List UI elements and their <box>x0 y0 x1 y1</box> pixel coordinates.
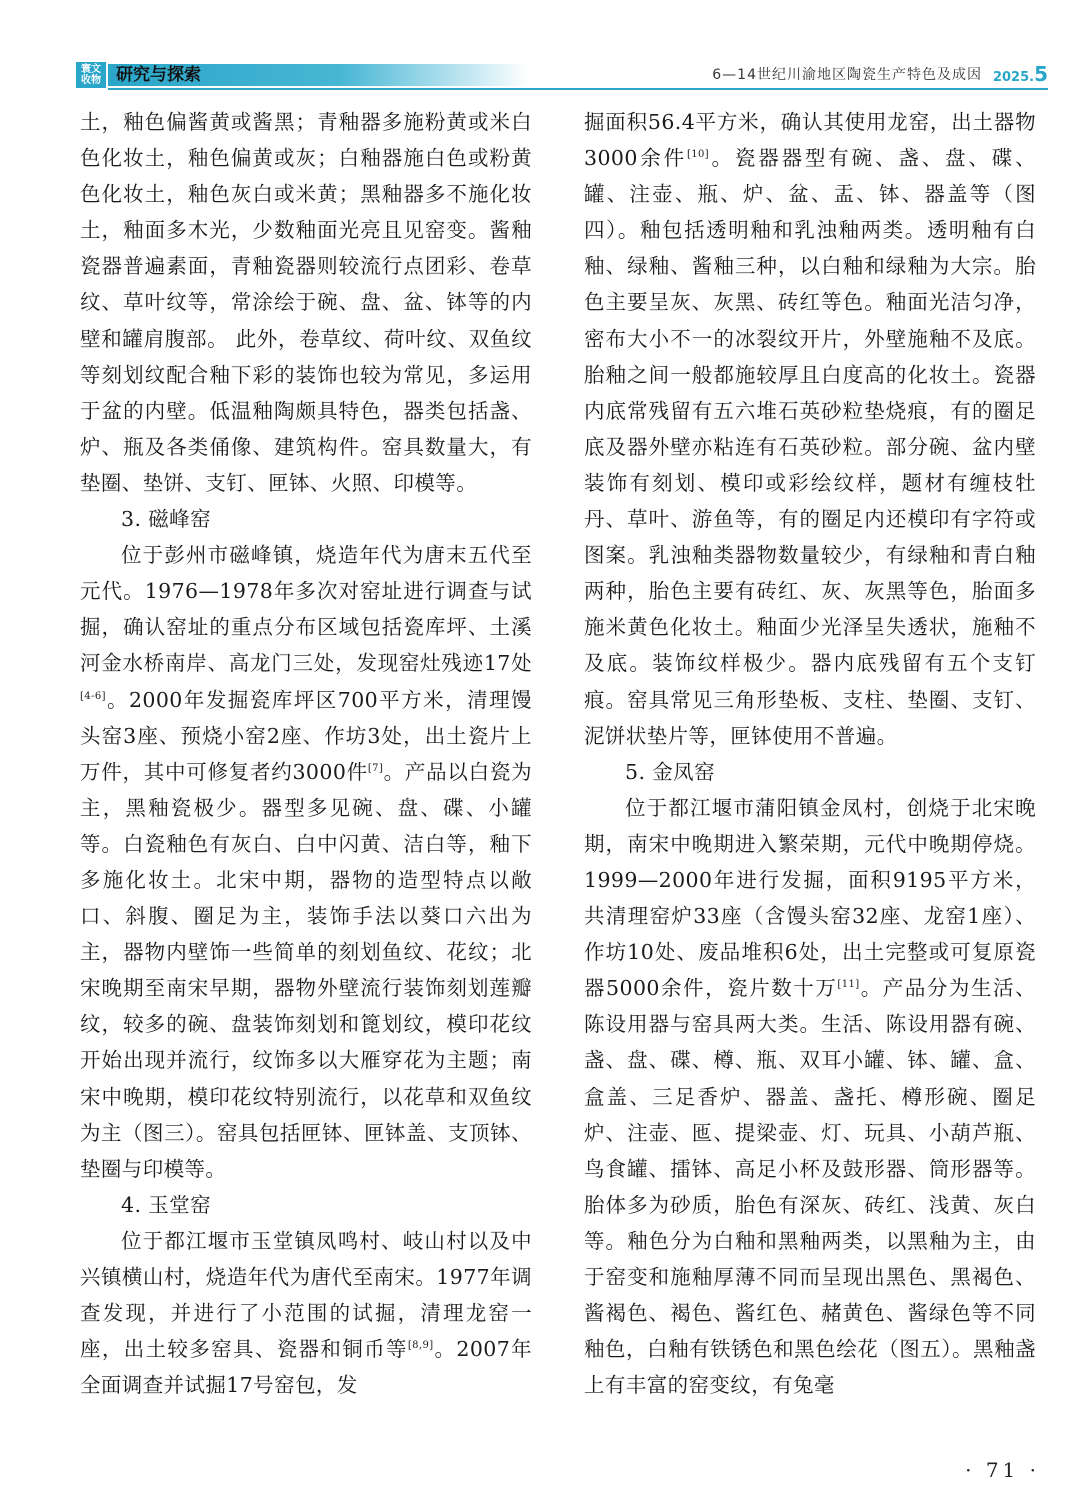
text-run: 。产品以白瓷为主，黑釉瓷极少。器型多见碗、盘、碟、小罐等。白瓷釉色有灰白、白中闪黄、洁白等，釉下多施化妆土。北宋中期，器物的造型特点以敞口、斜腹、圈足为主，装饰手法以葵口六出为主，器物内壁饰一些简单的刻划鱼纹、花纹；北宋晚期至南宋早期，器物外壁流行装饰刻划莲瓣纹，较多的碗、盘装饰刻划和篦划纹，模印花纹开始出现并流行，纹饰多以大雁穿花为主题；南宋中晚期，模印花纹特别流行，以花草和双鱼纹为主（图三）。窑具包括匣钵、匣钵盖、支顶钵、垫圈与印模等。 <box>80 759 532 1181</box>
issue-no: 5 <box>1034 62 1048 86</box>
logo-line-2: 收物 <box>81 75 101 86</box>
citation-ref[interactable]: [4-6] <box>80 690 106 702</box>
running-title: 6—14世纪川渝地区陶瓷生产特色及成因 <box>712 67 982 83</box>
logo-line-1: 寰文 <box>81 64 101 75</box>
citation-ref[interactable]: [10] <box>686 149 710 161</box>
text-run: 。瓷器器型有碗、盏、盘、碟、罐、注壶、瓶、炉、盆、盂、钵、器盖等（图四）。釉包括透明釉和乳浊釉两类。透明釉有白釉、绿釉、酱釉三种，以白釉和绿釉为大宗。胎色主要呈灰、灰黑、砖红等色。釉面光洁匀净，密布大小不一的冰裂纹开片，外壁施釉不及底。胎釉之间一般都施较厚且白度高的化妆土。瓷器内底常残留有五六堆石英砂粒垫烧痕，有的圈足底及器外壁亦粘连有石英砂粒。部分碗、盆内壁装饰有刻划、模印或彩绘纹样，题材有缠枝牡丹、草叶、游鱼等，有的圈足内还模印有字符或图案。乳浊釉类器物数量较少，有绿釉和青白釉两种，胎色主要有砖红、灰、灰黑等色，胎面多施米黄色化妆土。釉面少光泽呈失透状，施釉不及底。装饰纹样极少。器内底残留有五个支钉痕。窑具常见三角形垫板、支柱、垫圈、支钉、泥饼状垫片等，匣钵使用不普遍。 <box>584 146 1036 748</box>
paragraph <box>584 104 1036 754</box>
text-run: 。2007年全面调查并试掘17号窑包，发 <box>80 1337 532 1398</box>
citation-ref[interactable]: [8,9] <box>407 1340 434 1352</box>
paragraph <box>584 790 1036 1404</box>
text-run: 。2000年发掘瓷库坪区700平方米，清理馒头窑3座、预烧小窑2座、作坊3处，出土瓷片上万件，其中可修复者约3000件 <box>80 687 532 784</box>
issue-number <box>993 62 1048 90</box>
text-run: 。产品分为生活、陈设用器与窑具两大类。生活、陈设用器有碗、盏、盘、碟、樽、瓶、双耳小罐、钵、罐、盒、盒盖、三足香炉、器盖、盏托、樽形碗、圈足炉、注壶、匜、提梁壶、灯、玩具、小葫芦瓶、鸟食罐、擂钵、高足小杯及鼓形器、筒形器等。胎体多为砂质，胎色有深灰、砖红、浅黄、灰白等。釉色分为白釉和黑釉两类，以黑釉为主，由于窑变和施釉厚薄不同而呈现出黑色、黑褐色、酱褐色、褐色、酱红色、赭黄色、酱绿色等不同釉色，白釉有铁锈色和黑色绘花（图五）。黑釉盏上有丰富的窑变纹，有兔毫 <box>584 976 1036 1398</box>
citation-ref[interactable]: [7] <box>367 762 384 774</box>
page-header <box>76 62 1048 88</box>
text-run: 位于彭州市磁峰镇，烧造年代为唐末五代至元代。1976—1978年多次对窑址进行调查与试掘，确认窑址的重点分布区域包括瓷库坪、土溪河金水桥南岸、高龙门三处，发现窑灶残迹17处 <box>80 543 532 676</box>
section-title: 研究与探索 <box>116 65 201 85</box>
issue-year: 2025. <box>992 70 1035 85</box>
page-number: · 71 · <box>965 1458 1040 1482</box>
left-column <box>80 104 532 1484</box>
text-run: 位于都江堰市蒲阳镇金凤村，创烧于北宋晚期，南宋中晚期进入繁荣期，元代中晚期停烧。1999—2000年进行发掘，面积9195平方米，共清理窑炉33座（含馒头窑32座、龙窑1座）、作坊10处、废品堆积6处，出土完整或可复原瓷器5000余件，瓷片数十万 <box>584 795 1036 1001</box>
text-run: 掘面积56.4平方米，确认其使用龙窑，出土器物3000余件 <box>584 110 1036 171</box>
subheading-cifeng-kiln: 3. 磁峰窑 <box>121 507 211 532</box>
citation-ref[interactable]: [11] <box>837 979 860 991</box>
subheading-yutang-kiln: 4. 玉堂窑 <box>121 1192 211 1217</box>
paragraph: 土，釉色偏酱黄或酱黑；青釉器多施粉黄或米白色化妆土，釉色偏黄或灰；白釉器施白色或粉黄色化妆土，釉色灰白或米黄；黑釉器多不施化妆土，釉面多木光，少数釉面光亮且见窑变。酱釉瓷器普遍素面，青釉瓷器则较流行点团彩、卷草纹、草叶纹等，常涂绘于碗、盘、盆、钵等的内壁和罐肩腹部。 此外，卷草纹、荷叶纹、双鱼纹等刻划纹配合釉下彩的装饰也较为常见，多运用于盆的内壁。低温釉陶颇具特色，器类包括盏、炉、瓶及各类俑像、建筑构件。窑具数量大，有垫圈、垫饼、支钉、匣钵、火照、印模等。 <box>80 110 532 495</box>
paragraph <box>80 537 532 1187</box>
journal-logo <box>76 62 106 88</box>
subheading-jinfeng-kiln: 5. 金凤窑 <box>625 759 715 784</box>
paragraph <box>80 1223 532 1403</box>
text-run: 位于都江堰市玉堂镇凤鸣村、岐山村以及中兴镇横山村，烧造年代为唐代至南宋。1977年调查发现，并进行了小范围的试掘，清理龙窑一座，出土较多窑具、瓷器和铜币等 <box>80 1228 532 1362</box>
right-column <box>584 104 1036 1484</box>
header-rule <box>108 88 1048 90</box>
